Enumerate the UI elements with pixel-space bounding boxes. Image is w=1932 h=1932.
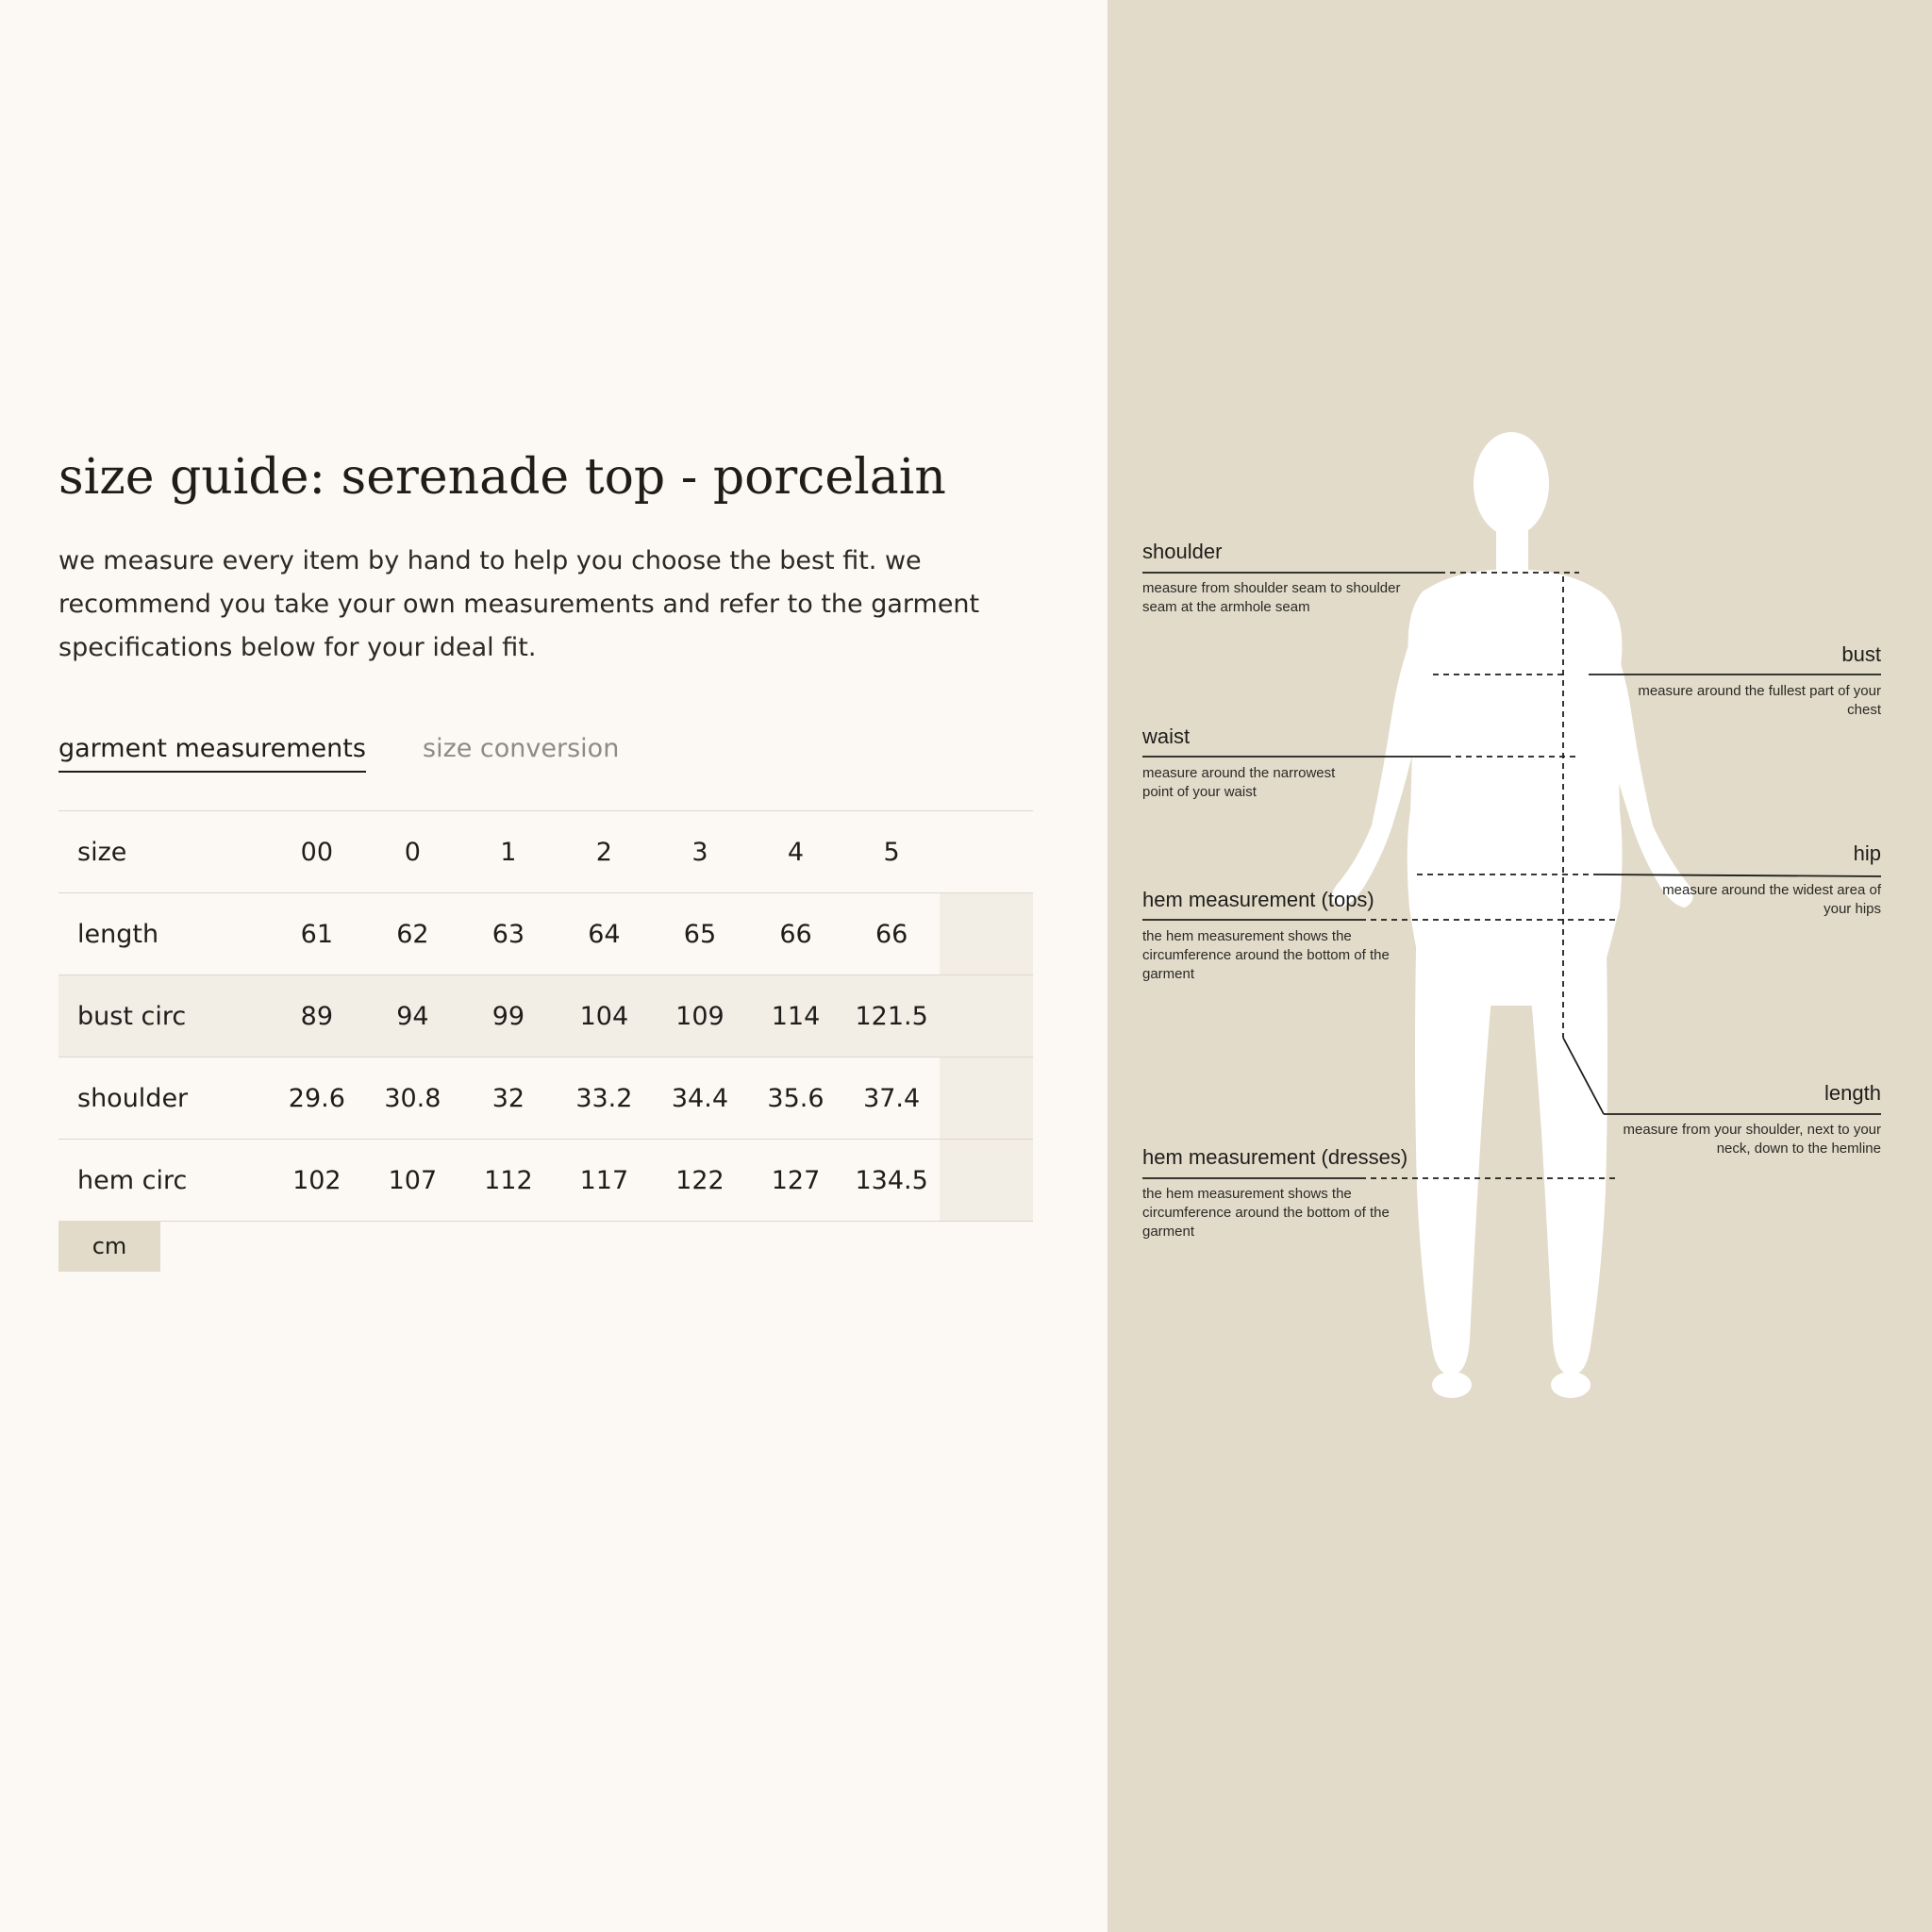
table-header-row <box>58 811 1033 893</box>
waist-desc: measure around the narrowest point of your waist <box>1142 765 1336 800</box>
table-cell: 102 <box>269 1140 365 1222</box>
row-label: hem circ <box>58 1140 269 1222</box>
table-cell: 32 <box>460 1058 556 1140</box>
waist-annotation <box>1142 724 1359 802</box>
hem-dresses-title: hem measurement (dresses) <box>1142 1145 1408 1169</box>
tab-size-conversion[interactable]: size conversion <box>423 734 620 763</box>
table-cell: 109 <box>652 975 748 1058</box>
hem-dresses-desc: the hem measurement shows the circumference around the bottom of the garment <box>1142 1186 1390 1240</box>
table-cell: 112 <box>460 1140 556 1222</box>
table-cell: 121.5 <box>843 975 940 1058</box>
hip-desc: measure around the widest area of your hips <box>1662 882 1881 917</box>
size-header: 5 <box>843 811 940 893</box>
table-cell: 104 <box>557 975 653 1058</box>
length-desc: measure from your shoulder, next to your neck, down to the hemline <box>1623 1122 1881 1157</box>
row-label: bust circ <box>58 975 269 1058</box>
table-cell: 62 <box>365 893 461 975</box>
table-row <box>58 1058 1033 1140</box>
bust-title: bust <box>1841 642 1881 666</box>
table-cell: 64 <box>557 893 653 975</box>
measurement-guide-panel <box>1108 0 1932 1932</box>
table-spacer <box>940 811 1033 893</box>
shoulder-annotation <box>1142 540 1407 617</box>
table-cell: 61 <box>269 893 365 975</box>
table-cell: 114 <box>748 975 844 1058</box>
size-header: 00 <box>269 811 365 893</box>
bust-annotation <box>1636 642 1881 720</box>
table-header-label: size <box>58 811 269 893</box>
size-header: 0 <box>365 811 461 893</box>
table-cell: 66 <box>748 893 844 975</box>
hem-tops-desc: the hem measurement shows the circumference around the bottom of the garment <box>1142 928 1390 982</box>
table-cell: 35.6 <box>748 1058 844 1140</box>
table-cell: 107 <box>365 1140 461 1222</box>
bust-desc: measure around the fullest part of your chest <box>1638 683 1881 718</box>
table-spacer <box>940 893 1033 975</box>
table-spacer <box>940 1058 1033 1140</box>
length-title: length <box>1824 1081 1881 1105</box>
table-cell: 94 <box>365 975 461 1058</box>
tab-garment-measurements[interactable]: garment measurements <box>58 734 366 773</box>
intro-text: we measure every item by hand to help you choose the best fit. we recommend you take your own measurements and refer to the garment specifications below for your ideal fit. <box>58 546 980 662</box>
table-cell: 127 <box>748 1140 844 1222</box>
table-row <box>58 975 1033 1058</box>
measurement-table <box>58 810 1033 1222</box>
waist-title: waist <box>1142 724 1191 748</box>
table-row <box>58 1140 1033 1222</box>
table-spacer <box>940 1140 1033 1222</box>
unit-badge[interactable]: cm <box>58 1221 160 1272</box>
hip-annotation <box>1636 841 1881 919</box>
table-cell: 66 <box>843 893 940 975</box>
size-header: 3 <box>652 811 748 893</box>
table-cell: 122 <box>652 1140 748 1222</box>
hem-tops-title: hem measurement (tops) <box>1142 888 1374 911</box>
table-cell: 37.4 <box>843 1058 940 1140</box>
size-header: 1 <box>460 811 556 893</box>
size-header: 4 <box>748 811 844 893</box>
shoulder-desc: measure from shoulder seam to shoulder seam at the armhole seam <box>1142 580 1401 615</box>
table-spacer <box>940 975 1033 1058</box>
hem-tops-annotation <box>1142 888 1407 984</box>
table-cell: 63 <box>460 893 556 975</box>
table-cell: 117 <box>557 1140 653 1222</box>
row-label: length <box>58 893 269 975</box>
size-header: 2 <box>557 811 653 893</box>
row-label: shoulder <box>58 1058 269 1140</box>
table-cell: 89 <box>269 975 365 1058</box>
table-cell: 34.4 <box>652 1058 748 1140</box>
table-cell: 134.5 <box>843 1140 940 1222</box>
table-cell: 99 <box>460 975 556 1058</box>
hip-title: hip <box>1853 841 1881 865</box>
page-title: size guide: serenade top - porcelain <box>58 449 946 506</box>
table-cell: 29.6 <box>269 1058 365 1140</box>
hem-dresses-annotation <box>1142 1145 1407 1241</box>
shoulder-title: shoulder <box>1142 540 1223 563</box>
table-cell: 65 <box>652 893 748 975</box>
table-row <box>58 893 1033 975</box>
table-cell: 30.8 <box>365 1058 461 1140</box>
length-annotation <box>1617 1081 1881 1158</box>
table-cell: 33.2 <box>557 1058 653 1140</box>
